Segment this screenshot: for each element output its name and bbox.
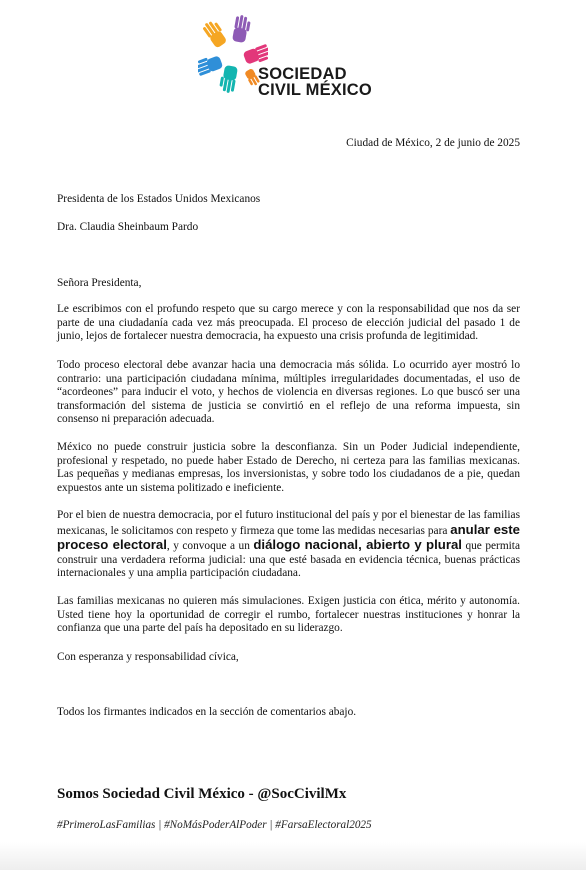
paragraph-4	[57, 509, 520, 581]
paragraph-4-text-c: , y convoque a un	[166, 540, 254, 553]
paragraph-4-text-a: Por el bien de nuestra democracia, por el futuro institucional del país y por el bienestar de las familias mexicanas, le solicitamos con respeto y firmeza que tome las medidas necesarias para	[57, 509, 520, 537]
signature-line: Somos Sociedad Civil México - @SocCivilMx	[57, 786, 347, 802]
hashtags-line: #PrimeroLasFamilias | #NoMásPoderAlPoder | #FarsaElectoral2025	[57, 819, 372, 831]
paragraph-2: Todo proceso electoral debe avanzar hacia una democracia más sólida. Lo ocurrido ayer mostró lo contrario: una participación ciudadana mínima, múltiples irregularidades documentadas, el uso de “acordeones” para inducir el voto, y hechos de violencia en diversas regiones. Lo que buscó ser una transformación del sistema de justicia se convirtió en el reflejo de una reforma impuesta, sin consenso ni preparación adecuada.	[57, 359, 520, 426]
recipient-name: Dra. Claudia Sheinbaum Pardo	[57, 221, 199, 233]
logo-line-1: SOCIEDAD	[258, 65, 347, 83]
paragraph-4-emphasis-annul: anular este proceso electoral	[57, 521, 520, 553]
paragraph-4-emphasis-dialogue: diálogo nacional, abierto y plural	[253, 537, 462, 553]
paragraph-1: Le escribimos con el profundo respeto que su cargo merece y con la responsabilidad que nos da ser parte de una ciudadanía cada vez más preocupada. El proceso de elección judicial del pasado 1 de junio, lejos de fortalecer nuestra democracia, ha expuesto una crisis profunda de legitimidad.	[57, 303, 520, 343]
paragraph-5: Las familias mexicanas no quieren más simulaciones. Exigen justicia con ética, mérito y autonomía. Usted tiene hoy la oportunidad de corregir el rumbo, fortalecer nuestras instituciones y honrar la confianza que una parte del país ha depositado en su liderazgo.	[57, 595, 520, 635]
logo-line-2: CIVIL MÉXICO	[258, 81, 372, 99]
paragraph-4-text-e: que permita construir una verdadera reforma judicial: una que esté basada en evidencia técnica, buenas prácticas internacionales y una amplia participación ciudadana.	[57, 540, 520, 580]
letter-date: Ciudad de México, 2 de junio de 2025	[346, 137, 520, 149]
organization-logo	[196, 14, 380, 106]
recipient-title: Presidenta de los Estados Unidos Mexicanos	[57, 193, 261, 205]
paragraph-3: México no puede construir justicia sobre la desconfianza. Sin un Poder Judicial independiente, profesional y respetado, no puede haber Estado de Derecho, ni certeza para las familias mexicanas. Las pequeñas y medianas empresas, los inversionistas, y sobre todo los ciudadanos de a pie, quedan expuestos ante un sistema politizado e ineficiente.	[57, 441, 520, 494]
logo-wordmark	[258, 66, 372, 98]
salutation: Señora Presidenta,	[57, 277, 142, 289]
closing-line: Con esperanza y responsabilidad cívica,	[57, 651, 239, 663]
page-bottom-shadow	[0, 842, 586, 870]
signers-note: Todos los firmantes indicados en la sección de comentarios abajo.	[57, 706, 357, 718]
